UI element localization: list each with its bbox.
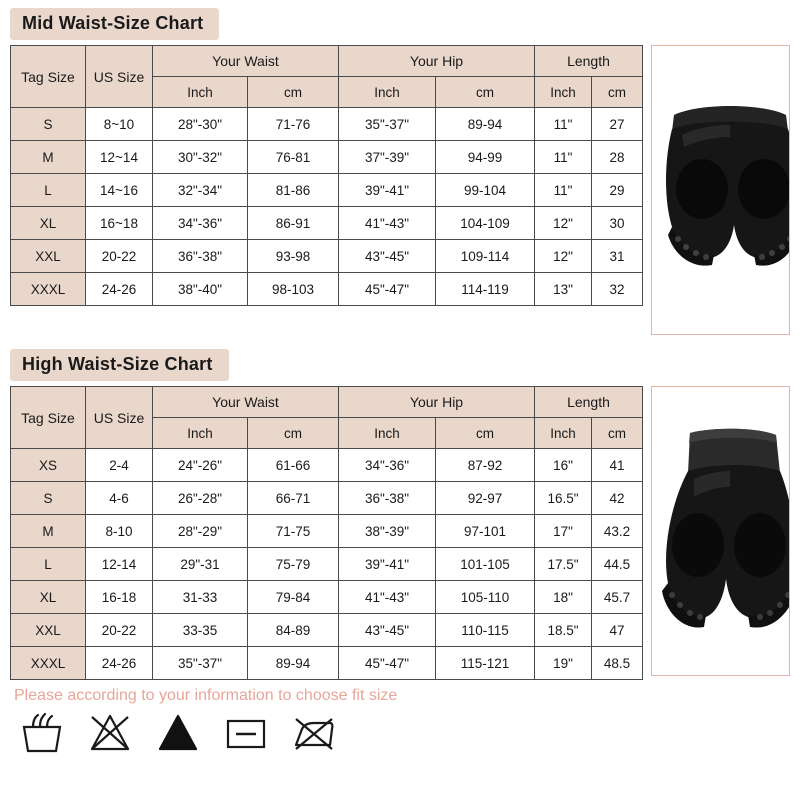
table-row	[11, 273, 643, 306]
cell-tag-size: XXL	[11, 240, 86, 273]
high-table-wrap	[10, 386, 643, 680]
cell-length-cm: 30	[592, 207, 643, 240]
cell-length-inch: 17"	[535, 515, 592, 548]
cell-waist-cm: 79-84	[248, 581, 339, 614]
cell-waist-cm: 98-103	[248, 273, 339, 306]
cell-tag-size: L	[11, 548, 86, 581]
cell-hip-inch: 41"-43"	[339, 581, 436, 614]
cell-hip-cm: 92-97	[436, 482, 535, 515]
do-not-iron-icon	[292, 711, 336, 755]
high-block	[10, 386, 790, 680]
header-length-inch: Inch	[535, 418, 592, 449]
high-waist-shapewear-image	[652, 387, 790, 675]
care-instruction-icons	[20, 711, 790, 755]
cell-hip-inch: 38"-39"	[339, 515, 436, 548]
cell-us-size: 2-4	[86, 449, 153, 482]
cell-tag-size: XS	[11, 449, 86, 482]
cell-hip-cm: 87-92	[436, 449, 535, 482]
cell-hip-inch: 39"-41"	[339, 174, 436, 207]
header-waist-cm: cm	[248, 77, 339, 108]
cell-length-cm: 48.5	[592, 647, 643, 680]
cell-us-size: 4-6	[86, 482, 153, 515]
header-us-size: US Size	[86, 46, 153, 108]
cell-tag-size: S	[11, 108, 86, 141]
cell-hip-inch: 35"-37"	[339, 108, 436, 141]
cell-hip-cm: 105-110	[436, 581, 535, 614]
header-waist-cm: cm	[248, 418, 339, 449]
cell-waist-inch: 35"-37"	[153, 647, 248, 680]
mid-product-image-panel	[651, 45, 790, 335]
header-hip-cm: cm	[436, 77, 535, 108]
high-waist-section	[10, 349, 790, 680]
cell-length-inch: 19"	[535, 647, 592, 680]
header-hip: Your Hip	[339, 387, 535, 418]
cell-length-inch: 18"	[535, 581, 592, 614]
cell-length-cm: 45.7	[592, 581, 643, 614]
cell-waist-inch: 28"-29"	[153, 515, 248, 548]
high-product-image-panel	[651, 386, 790, 676]
header-length: Length	[535, 46, 643, 77]
header-waist: Your Waist	[153, 387, 339, 418]
cell-hip-cm: 115-121	[436, 647, 535, 680]
header-hip-cm: cm	[436, 418, 535, 449]
cell-us-size: 14~16	[86, 174, 153, 207]
cell-us-size: 8-10	[86, 515, 153, 548]
cell-hip-cm: 89-94	[436, 108, 535, 141]
cell-length-cm: 47	[592, 614, 643, 647]
header-waist-inch: Inch	[153, 418, 248, 449]
cell-waist-cm: 71-75	[248, 515, 339, 548]
cell-length-inch: 11"	[535, 141, 592, 174]
cell-waist-inch: 32"-34"	[153, 174, 248, 207]
cell-waist-inch: 29"-31	[153, 548, 248, 581]
cell-length-cm: 27	[592, 108, 643, 141]
cell-length-cm: 42	[592, 482, 643, 515]
cell-us-size: 20-22	[86, 614, 153, 647]
cell-hip-cm: 99-104	[436, 174, 535, 207]
table-row	[11, 207, 643, 240]
cell-hip-cm: 97-101	[436, 515, 535, 548]
cell-hip-inch: 41"-43"	[339, 207, 436, 240]
table-row	[11, 614, 643, 647]
table-row	[11, 449, 643, 482]
cell-hip-inch: 43"-45"	[339, 614, 436, 647]
cell-length-cm: 43.2	[592, 515, 643, 548]
cell-waist-cm: 81-86	[248, 174, 339, 207]
cell-tag-size: XXL	[11, 614, 86, 647]
cell-waist-inch: 38"-40"	[153, 273, 248, 306]
cell-us-size: 16~18	[86, 207, 153, 240]
header-tag-size: Tag Size	[11, 387, 86, 449]
cell-hip-inch: 45"-47"	[339, 273, 436, 306]
header-hip-inch: Inch	[339, 418, 436, 449]
cell-length-cm: 31	[592, 240, 643, 273]
cell-waist-inch: 30"-32"	[153, 141, 248, 174]
high-section-title: High Waist-Size Chart	[10, 349, 229, 381]
cell-tag-size: XXXL	[11, 647, 86, 680]
cell-waist-inch: 34"-36"	[153, 207, 248, 240]
header-waist-inch: Inch	[153, 77, 248, 108]
cell-waist-inch: 24"-26"	[153, 449, 248, 482]
cell-hip-cm: 104-109	[436, 207, 535, 240]
size-advice-note: Please according to your information to choose fit size	[14, 687, 398, 704]
cell-tag-size: L	[11, 174, 86, 207]
hand-wash-icon	[20, 711, 64, 755]
header-length-inch: Inch	[535, 77, 592, 108]
cell-waist-cm: 86-91	[248, 207, 339, 240]
cell-length-cm: 41	[592, 449, 643, 482]
cell-hip-cm: 101-105	[436, 548, 535, 581]
table-row	[11, 240, 643, 273]
cell-hip-cm: 110-115	[436, 614, 535, 647]
header-hip-inch: Inch	[339, 77, 436, 108]
cell-tag-size: XXXL	[11, 273, 86, 306]
mid-waist-section	[10, 8, 790, 335]
cell-us-size: 20-22	[86, 240, 153, 273]
table-header-row	[11, 387, 643, 418]
do-not-tumble-dry-icon	[156, 711, 200, 755]
cell-length-inch: 12"	[535, 207, 592, 240]
header-us-size: US Size	[86, 387, 153, 449]
cell-us-size: 16-18	[86, 581, 153, 614]
cell-hip-cm: 109-114	[436, 240, 535, 273]
cell-waist-cm: 93-98	[248, 240, 339, 273]
cell-tag-size: XL	[11, 207, 86, 240]
cell-waist-cm: 84-89	[248, 614, 339, 647]
mid-waist-shapewear-image	[652, 46, 790, 334]
cell-length-inch: 11"	[535, 174, 592, 207]
cell-waist-cm: 75-79	[248, 548, 339, 581]
header-length-cm: cm	[592, 77, 643, 108]
cell-length-inch: 12"	[535, 240, 592, 273]
cell-length-cm: 44.5	[592, 548, 643, 581]
cell-us-size: 12-14	[86, 548, 153, 581]
cell-waist-cm: 89-94	[248, 647, 339, 680]
header-waist: Your Waist	[153, 46, 339, 77]
table-row	[11, 174, 643, 207]
header-tag-size: Tag Size	[11, 46, 86, 108]
cell-hip-inch: 34"-36"	[339, 449, 436, 482]
table-row	[11, 141, 643, 174]
table-row	[11, 581, 643, 614]
dry-flat-icon	[224, 711, 268, 755]
header-hip: Your Hip	[339, 46, 535, 77]
cell-hip-inch: 37"-39"	[339, 141, 436, 174]
cell-waist-cm: 71-76	[248, 108, 339, 141]
cell-length-inch: 16"	[535, 449, 592, 482]
mid-section-title: Mid Waist-Size Chart	[10, 8, 219, 40]
header-length: Length	[535, 387, 643, 418]
table-row	[11, 548, 643, 581]
cell-hip-inch: 45"-47"	[339, 647, 436, 680]
high-size-table	[10, 386, 643, 680]
cell-length-inch: 13"	[535, 273, 592, 306]
cell-waist-cm: 76-81	[248, 141, 339, 174]
cell-us-size: 24-26	[86, 273, 153, 306]
cell-us-size: 8~10	[86, 108, 153, 141]
table-header-row	[11, 46, 643, 77]
cell-length-inch: 17.5"	[535, 548, 592, 581]
cell-hip-cm: 94-99	[436, 141, 535, 174]
table-row	[11, 647, 643, 680]
cell-hip-inch: 43"-45"	[339, 240, 436, 273]
cell-length-inch: 16.5"	[535, 482, 592, 515]
cell-waist-inch: 33-35	[153, 614, 248, 647]
mid-size-table	[10, 45, 643, 306]
cell-length-cm: 29	[592, 174, 643, 207]
do-not-bleach-icon	[88, 711, 132, 755]
cell-waist-inch: 36"-38"	[153, 240, 248, 273]
cell-waist-inch: 28"-30"	[153, 108, 248, 141]
cell-length-cm: 32	[592, 273, 643, 306]
cell-length-inch: 18.5"	[535, 614, 592, 647]
cell-hip-inch: 36"-38"	[339, 482, 436, 515]
mid-table-wrap	[10, 45, 643, 306]
cell-length-inch: 11"	[535, 108, 592, 141]
cell-hip-cm: 114-119	[436, 273, 535, 306]
cell-waist-inch: 31-33	[153, 581, 248, 614]
header-length-cm: cm	[592, 418, 643, 449]
mid-block	[10, 45, 790, 335]
table-row	[11, 482, 643, 515]
cell-us-size: 24-26	[86, 647, 153, 680]
table-row	[11, 108, 643, 141]
table-row	[11, 515, 643, 548]
cell-tag-size: S	[11, 482, 86, 515]
cell-length-cm: 28	[592, 141, 643, 174]
cell-waist-inch: 26"-28"	[153, 482, 248, 515]
cell-tag-size: XL	[11, 581, 86, 614]
cell-tag-size: M	[11, 141, 86, 174]
cell-us-size: 12~14	[86, 141, 153, 174]
cell-tag-size: M	[11, 515, 86, 548]
cell-hip-inch: 39"-41"	[339, 548, 436, 581]
cell-waist-cm: 61-66	[248, 449, 339, 482]
cell-waist-cm: 66-71	[248, 482, 339, 515]
